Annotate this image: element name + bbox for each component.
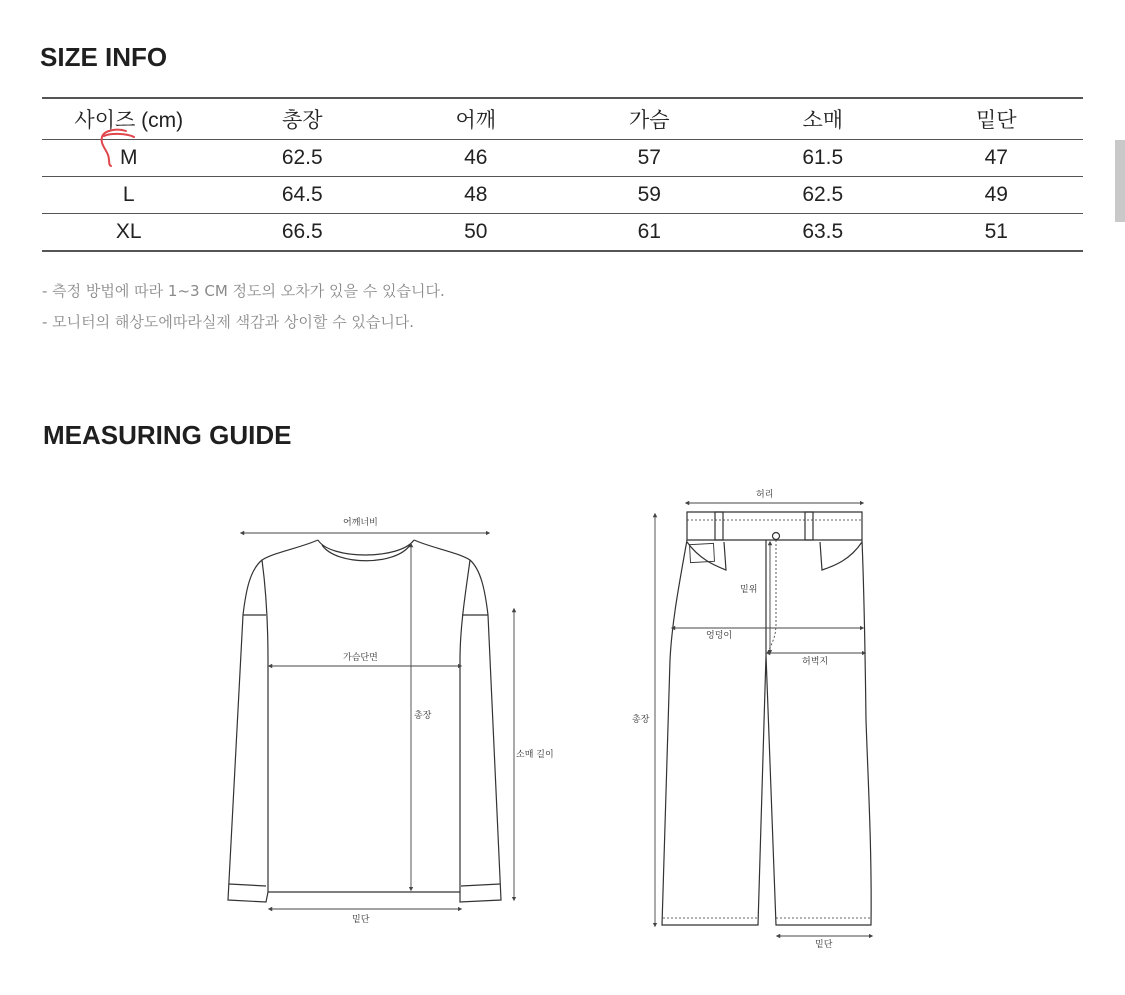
size-cell: XL [42,214,216,252]
column-header-shoulder: 어깨 [389,98,563,140]
label-pants-length: 총장 [632,715,650,725]
table-cell: 66.5 [216,214,390,252]
table-cell: 61 [563,214,737,252]
size-info-title: SIZE INFO [40,42,168,72]
table-cell: 62.5 [736,177,910,214]
column-header-hem: 밑단 [910,98,1084,140]
table-cell: 51 [910,214,1084,252]
size-table-header-row [42,98,1083,140]
table-cell: 47 [910,140,1084,177]
table-cell: 61.5 [736,140,910,177]
table-cell: 49 [910,177,1084,214]
size-cell: L [42,177,216,214]
label-waist: 허리 [756,490,774,500]
note-line: - 측정 방법에 따라 1~3 CM 정도의 오차가 있을 수 있습니다. [42,282,445,300]
column-header-chest: 가슴 [563,98,737,140]
column-header-sleeve: 소매 [736,98,910,140]
size-table [42,97,1083,252]
table-cell: 57 [563,140,737,177]
pants-illustration [662,512,871,925]
table-cell: 48 [389,177,563,214]
scroll-tab[interactable] [1115,140,1125,222]
column-header-size: 사이즈 (cm) [42,98,216,140]
table-row [42,140,1083,177]
size-cell: M [42,140,216,177]
size-notes [42,276,445,338]
label-chest: 가슴단면 [343,653,378,663]
table-cell: 64.5 [216,177,390,214]
note-line: - 모니터의 해상도에따라실제 색감과 상이할 수 있습니다. [42,313,415,331]
pants-measure-lines [655,503,871,936]
label-shoulder-width: 어깨너비 [343,518,378,528]
table-cell: 50 [389,214,563,252]
table-cell: 63.5 [736,214,910,252]
measuring-guide-title: MEASURING GUIDE [43,420,292,450]
table-cell: 59 [563,177,737,214]
label-rise: 밑위 [740,585,758,595]
column-header-length: 총장 [216,98,390,140]
label-top-length: 총장 [414,711,432,721]
tshirt-measure-lines [242,533,514,909]
table-cell: 46 [389,140,563,177]
label-sleeve-length: 소매 길이 [516,750,554,760]
label-hip: 엉덩이 [706,631,733,641]
table-row [42,214,1083,252]
tshirt-illustration [228,540,501,902]
label-top-hem: 밑단 [352,915,370,925]
table-row [42,177,1083,214]
label-pants-hem: 밑단 [815,940,833,950]
table-cell: 62.5 [216,140,390,177]
label-thigh: 허벅지 [802,657,829,667]
